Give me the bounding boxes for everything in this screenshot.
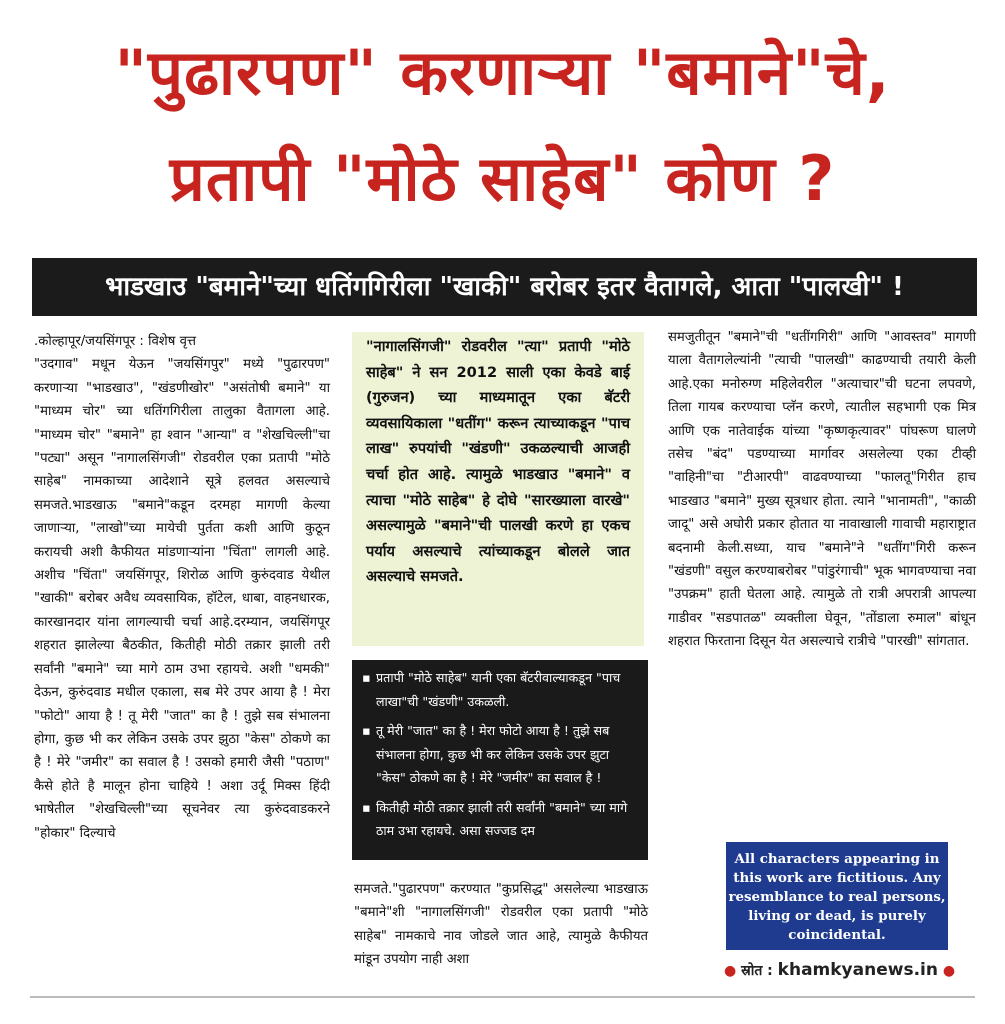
source-dot-left: ● (724, 963, 737, 979)
bullet-text: कितीही मोठी तक्रार झाली तरी सर्वांनी "बमाने" च्या मागे ठाम उभा रहायचे. असा सज्जड दम (376, 799, 628, 838)
dateline: .कोल्हापूर/जयसिंगपूर : विशेष वृत्त (34, 334, 197, 349)
headline-line-2: प्रतापी "मोठे साहेब" कोण ? (169, 142, 836, 215)
source-label: स्रोत : (741, 963, 773, 979)
disclaimer-box: All characters appearing in this work are fictitious. Any resemblance to real persons, living or dead, is purely coincidental. (726, 842, 948, 950)
column-3-body: समजुतीतून "बमाने"ची "धतींगगिरी" आणि "आवस्तव" मागणी याला वैतागलेल्यांनी "त्याची "पालखी" काढण्याची तयारी केली आहे.एका मनोरुग्ण महिलेवरील "अत्याचार"ची घटना लपवणे, तिला गायब करण्याचा प्लॅन करणे, त्यातील सहभागी एक मित्र आणि एक नातेवाईक यांच्या "कृष्णकृत्यावर" पांघरूण घालणे तसेच "बंद" पडण्याच्या मार्गावर असलेल्या एका टीव्ही "वाहिनी"चा "टीआरपी" वाढवण्याच्या "फालतू"गिरीत हाच भाडखाउ "बमाने" मुख्य सूत्रधार होता. त्याने "भानामती", "काळी जादू" असे अघोरी प्रकार होतात या नावाखाली गावाची महाराष्ट्रात बदनामी केली.सध्या, याच "बमाने"ने "धतींग"गिरी करून "खंडणी" वसुल करण्याबरोबर "पांडुरंगाची" भूक भागवण्याचा नवा "उपक्रम" हाती घेतला आहे. त्यामुळे तो रात्री अपरात्री आपल्या गाडीवर "सडपातळ" व्यक्तीला घेवून, "तोंडाला रुमाल" बांधून शहरात फिरताना दिसून येत असल्याचे रात्रीचे "पारखी" सांगतात. (668, 330, 976, 650)
source-dot-right: ● (942, 963, 956, 979)
bullet-box (352, 660, 648, 860)
article-column-2-continued (354, 878, 648, 972)
column-2-body: समजते."पुढारपण" करण्यात "कुप्रसिद्ध" असलेल्या भाडखाऊ "बमाने"शी "नागालसिंगजी" रोडवरील एका प्रतापी "मोठे साहेब" नामकाचे नाव जोडले जात आहे, त्यामुळे कैफीयत मांडून उपयोग नाही अशा (354, 882, 648, 968)
bullet-marker: ▪ (362, 670, 371, 685)
source-credit (724, 960, 964, 980)
bullet-marker: ▪ (362, 723, 371, 738)
highlight-box (352, 332, 644, 646)
headline-line-1: "पुढारपण" करणाऱ्या "बमाने"चे, (114, 36, 891, 109)
bullet-item (362, 666, 638, 713)
bullet-text: तू मेरी "जात" का है ! मेरा फोटो आया है ! तुझे सब संभालना होगा, कुछ भी कर लेकिन उसके उपर झुटा "केस" ठोकणे का है ! मेरे "जमीर" का सवाल है ! (376, 723, 610, 785)
source-site[interactable]: khamkyanews.in (777, 960, 938, 980)
column-1-body: "उदगाव" मधून येऊन "जयसिंगपुर" मध्ये "पुढारपण" करणाऱ्या "भाडखाउ", "खंडणीखोर" "असंतोषी बमाने" या "माध्यम चोर" च्या धतिंगगिरीला तालुका वैतागला आहे. "माध्यम चोर" "बमाने" हा श्वान "आन्या" व "शेखचिल्ली"चा "पट्या" असून "नागालसिंगजी" रोडवरील एका प्रतापी "मोठे साहेब" नामकाच्या आदेशाने सूत्रे हलवत असल्याचे समजते.भाडखाऊ "बमाने"कडून दरमहा मागणी केल्या जाणाऱ्या, "लाखो"च्या मायेची पुर्तता कशी आणि कुठून करायची अशी कैफीयत मांडणाऱ्यांना "चिंता" लागली आहे. अशीच "चिंता" जयसिंगपूर, शिरोळ आणि कुरुंदवाड येथील "खाकी" बरोबर अवैध व्यवसायिक, हॉटेल, धाबा, वाहनधारक, कारखानदार यांना लागल्याची चर्चा आहे.दरम्यान, जयसिंगपूर शहरात झालेल्या बैठकीत, कितीही मोठी तक्रार झाली तरी सर्वांनी "बमाने" च्या मागे ठाम उभा रहायचे. अशी "धमकी" देऊन, कुरुंदवाड मधील एकाला, सब मेरे उपर आया है ! मेरा "फोटो" आया है ! तू मेरी "जात" का है ! तुझे सब संभालना होगा, कुछ भी कर लेकिन उसके उपर झुठा "केस" ठोकणे का है ! मेरे "जमीर" का सवाल है ! उसको हमारी जैसी "पठाण" कैसे होते है मालून होना चाहिये ! अशा उर्दू मिक्स हिंदी भाषेतील "शेखचिल्ली"च्या सूचनेवर त्या कुरुंदवाडकरने "होकार" दिल्याचे (34, 357, 330, 841)
article-column-1 (34, 330, 330, 845)
bullet-marker: ▪ (362, 799, 371, 815)
article-column-3 (668, 326, 976, 654)
bottom-divider (30, 996, 975, 998)
bullet-text: प्रतापी "मोठे साहेब" यानी एका बॅटरीवाल्याकडून "पाच लाखा"ची "खंडणी" उकळली. (376, 670, 621, 709)
bullet-item (362, 796, 638, 843)
highlight-text: "नागालसिंगजी" रोडवरील "त्या" प्रतापी "मोठे साहेब" ने सन 2012 साली एका केवडे बाई (गुरुजन) च्या माध्यमातून एका बॅटरी व्यवसायिकाला "धतींग" करून त्याच्याकडून "पाच लाख" रुपयांची "खंडणी" उकळल्याची आजही चर्चा होत आहे. त्यामुळे भाडखाउ "बमाने" व त्याचा "मोठे साहेब" हे दोघे "सारख्याला वारखे" असल्यामुळे "बमाने"ची पालखी करणे हा एकच पर्याय असल्याचे त्यांच्याकडून बोलले जात असल्याचे समजते. (366, 338, 630, 586)
subheadline-banner: भाडखाउ "बमाने"च्या धतिंगगिरीला "खाकी" बरोबर इतर वैतागले, आता "पालखी" ! (32, 258, 977, 316)
bullet-item (362, 719, 638, 790)
